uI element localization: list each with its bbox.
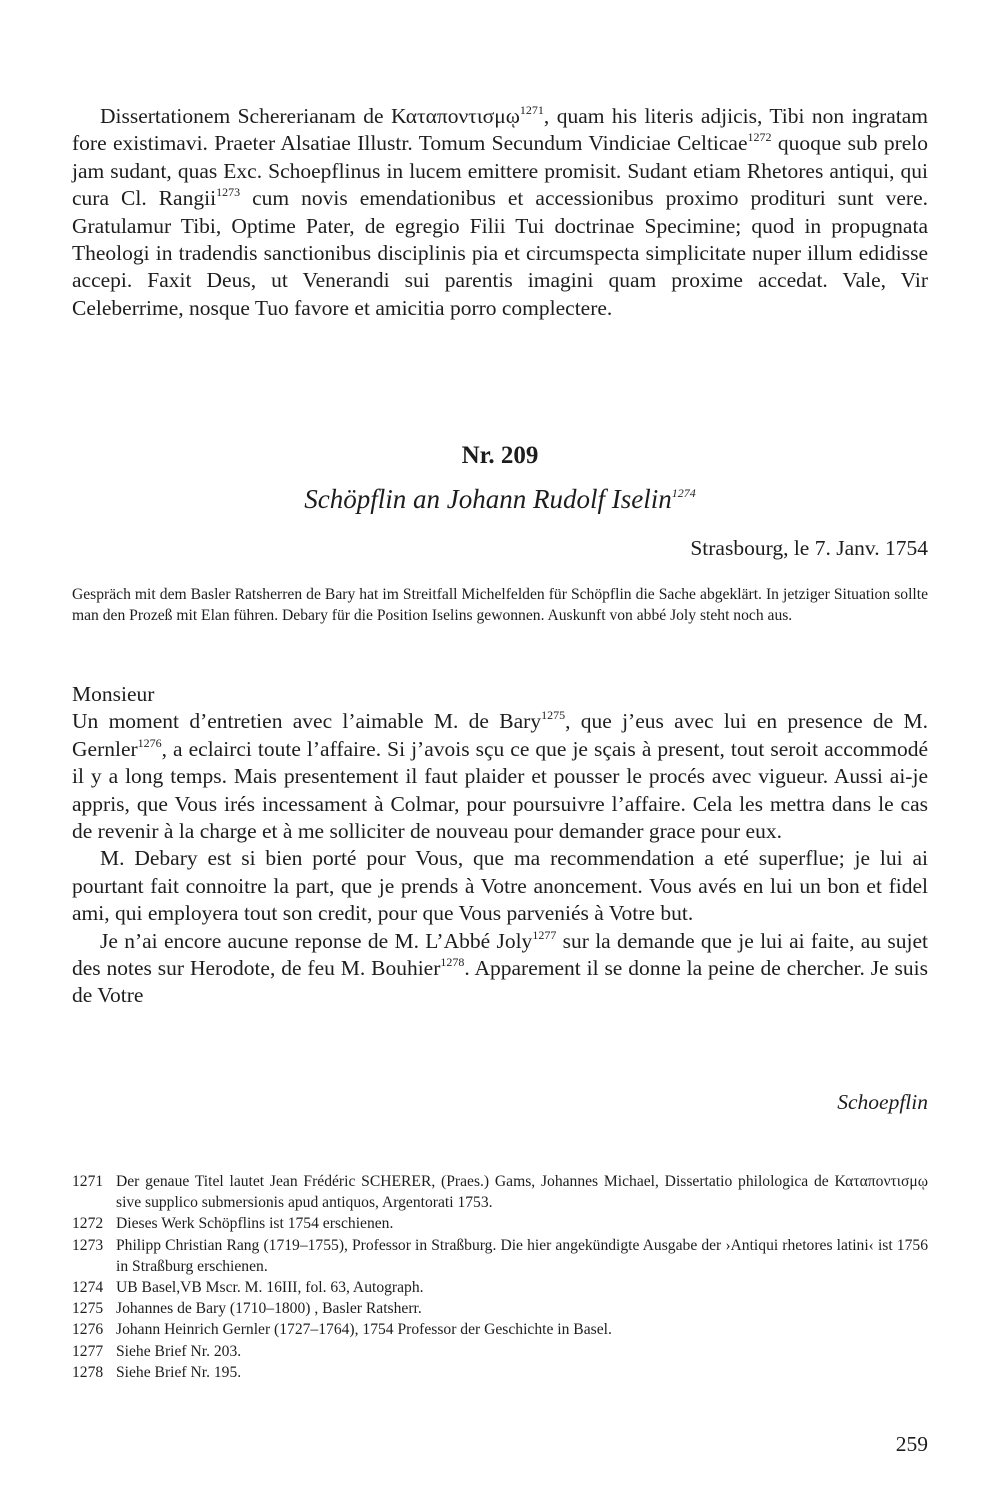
letter-paragraph <box>72 928 928 1010</box>
footnote-reference: 1274 <box>671 486 696 500</box>
letter-title-text: Schöpflin an Johann Rudolf Iselin <box>304 484 672 514</box>
footnote-reference: 1273 <box>216 185 241 200</box>
text-segment: Dissertationem Schererianam de Καταποντισμῳ <box>100 104 520 128</box>
footnote-text: Johannes de Bary (1710–1800) , Basler Ratsherr. <box>116 1300 422 1318</box>
footnote-number: 1271 <box>72 1173 104 1190</box>
letter-paragraph <box>72 708 928 845</box>
signature: Schoepflin <box>837 1090 928 1114</box>
text-segment: , que j’eus avec lui en presence de M. Gernler <box>72 709 929 761</box>
text-segment: , a eclairci toute l’affaire. Si j’avois sçu ce que je sçais à present, tout seroit accommodé il y a long temps. Mais presentement il faut plaider et pousser le procés avec vigueur. Aussi ai-je appris, que Vous irés incessament à Colmar, pour poursuivre l’affaire. Cela les mettra dans le cas de revenir à la charge et à me solliciter de nouveau pour demander grace pour eux. <box>72 736 928 844</box>
footnote <box>72 1362 928 1383</box>
text-segment: Un moment d’entretien avec l’aimable M. de Bary <box>72 709 542 734</box>
footnote-number: 1278 <box>72 1363 104 1381</box>
letter-title <box>72 482 928 516</box>
footnotes <box>72 1171 928 1383</box>
footnote-text: Der genaue Titel lautet Jean Frédéric SCHERER, (Praes.) Gams, Johannes Michael, Dissertatio philologica de Καταποντισμῳ sive supplico submersionis apud antiquos, Argentorati 1753. <box>116 1173 928 1212</box>
footnote <box>72 1213 928 1234</box>
footnote-reference: 1271 <box>519 102 544 117</box>
footnote-number: 1273 <box>72 1236 104 1254</box>
footnote-text: UB Basel,VB Mscr. M. 16III, fol. 63, Autograph. <box>116 1279 424 1297</box>
page-number: 259 <box>895 1432 928 1456</box>
footnote-reference: 1276 <box>137 735 162 750</box>
text-segment: quoque sub prelo jam sudant, quas Exc. Schoepflinus in lucem emittere promisit. Sudant etiam Rhetores antiqui, qui cura Cl. Rangii <box>72 131 928 211</box>
footnote-text: Siehe Brief Nr. 203. <box>116 1342 242 1360</box>
letter-body <box>72 681 928 1010</box>
footnote-text: Siehe Brief Nr. 195. <box>116 1363 242 1381</box>
footnote-number: 1275 <box>72 1300 104 1318</box>
footnote <box>72 1341 928 1362</box>
footnote-number: 1272 <box>72 1215 104 1233</box>
text-segment: M. Debary est si bien porté pour Vous, que ma recommendation a eté superflue; je lui ai pourtant fait connoitre la part, que je prends à Votre anoncement. Vous avés en lui un bon et fidel ami, qui employera tout son credit, pour que Vous parveniés à Votre but. <box>72 846 928 926</box>
text-segment: , quam his literis adjicis, Tibi non ingratam fore existimavi. Praeter Alsatiae Illustr. Tomum Secundum Vindiciae Celticae <box>72 104 929 156</box>
footnote-number: 1276 <box>72 1321 104 1339</box>
letter-summary: Gespräch mit dem Basler Ratsherren de Bary hat im Streitfall Michelfelden für Schöpflin die Sache abgeklärt. In jetziger Situation sollte man den Prozeß mit Elan führen. Debary für die Position Iselins gewonnen. Auskunft von abbé Joly steht noch aus. <box>72 586 928 624</box>
footnote-reference: 1272 <box>747 130 772 145</box>
footnote-number: 1274 <box>72 1279 104 1297</box>
footnote <box>72 1319 928 1340</box>
text-segment: sur la demande que je lui ai faite, au sujet des notes sur Herodote, de feu M. Bouhier <box>72 928 928 981</box>
footnote <box>72 1235 928 1277</box>
salutation: Monsieur <box>72 682 155 706</box>
text-segment: cum novis emendationibus et accessionibus proximo prodituri sunt vere. Gratulamur Tibi, Optime Pater, de egregio Filii Tui doctrinae Specimine; quod in propugnata Theologi in tradendis sanctionibus disciplinis pia et circumspecta simplicitate nuper illum edidisse accepi. Faxit Deus, ut Venerandi sui parentis imagini quam proxime accedat. Vale, Vir Celeberrime, nosque Tuo favore et amicitia porro complectere. <box>72 186 929 320</box>
footnote-reference: 1278 <box>440 954 465 969</box>
footnote <box>72 1171 928 1213</box>
footnote-text: Dieses Werk Schöpflins ist 1754 erschienen. <box>116 1215 394 1233</box>
letter-heading <box>72 440 928 516</box>
book-page <box>72 0 928 1500</box>
place-date: Strasbourg, le 7. Janv. 1754 <box>690 536 928 560</box>
footnote <box>72 1277 928 1298</box>
text-segment: . Apparement il se donne la peine de chercher. Je suis de Votre <box>72 956 928 1008</box>
footnote-reference: 1275 <box>541 708 566 723</box>
footnote-text: Johann Heinrich Gernler (1727–1764), 1754 Professor der Geschichte in Basel. <box>116 1321 612 1339</box>
letter-number: Nr. 209 <box>461 442 539 469</box>
text-segment: Je n’ai encore aucune reponse de M. L’Abbé Joly <box>100 928 533 953</box>
footnote <box>72 1298 928 1319</box>
footnote-text: Philipp Christian Rang (1719–1755), Professor in Straßburg. Die hier angekündigte Ausgabe der ›Antiqui rhetores latini‹ ist 1756 in Straßburg erschienen. <box>116 1236 928 1275</box>
letter-paragraph <box>72 845 928 927</box>
footnote-number: 1277 <box>72 1342 104 1360</box>
continuation-paragraph <box>72 103 928 322</box>
footnote-reference: 1277 <box>532 927 557 942</box>
